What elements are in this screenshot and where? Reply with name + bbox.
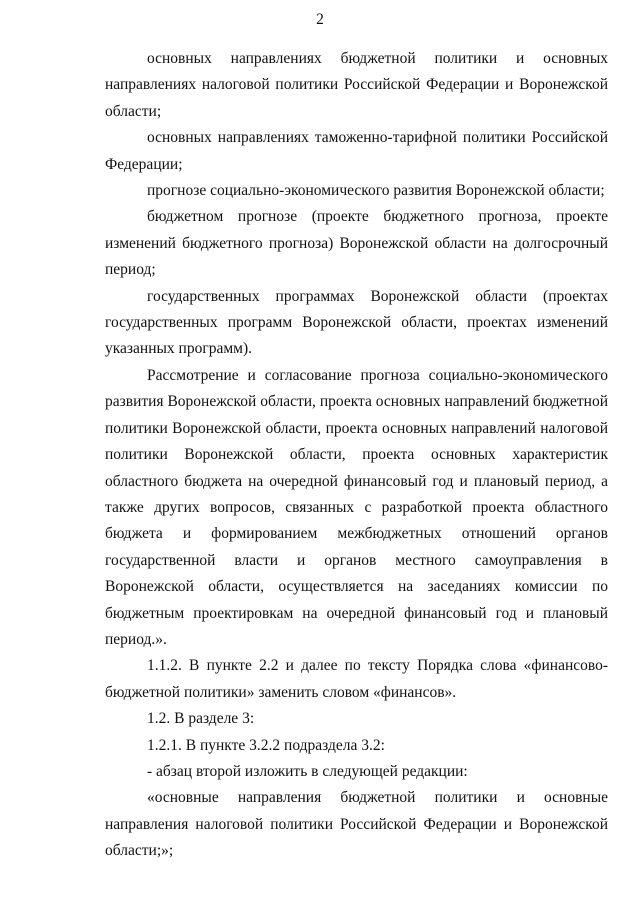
- paragraph-item-1-1-2: 1.1.2. В пункте 2.2 и далее по тексту Порядка слова «финансово-бюджетной политики» заменить словом «финансов».: [105, 657, 608, 701]
- page-number: 2: [316, 11, 324, 28]
- paragraph-customs-tariff-directions: основных направлениях таможенно-тарифной политики Российской Федерации;: [105, 129, 608, 173]
- paragraph-new-wording: «основные направления бюджетной политики и основные направления налоговой политики Российской Федерации и Воронежской области;»;: [105, 789, 608, 860]
- paragraph-item-1-2: 1.2. В разделе 3:: [147, 710, 255, 728]
- paragraph-item-1-2-1: 1.2.1. В пункте 3.2.2 подраздела 3.2:: [147, 736, 385, 754]
- paragraph-review-and-approval: Рассмотрение и согласование прогноза социально-экономического развития Воронежской области, проекта основных направлений бюджетной политики Воронежской области, проекта основных направлений налоговой политики Воронежской области, проекта основных характеристик областного бюджета на очередной финансовый год и плановый период, а также других вопросов, связанных с разработкой проекта областного бюджета и формированием межбюджетных отношений органов государственной власти и органов местного самоуправления в Воронежской области, осуществляется на заседаниях комиссии по бюджетным проектировкам на очередной финансовый год и плановый период.».: [105, 366, 608, 648]
- paragraph-second-abzac: - абзац второй изложить в следующей редакции:: [147, 762, 468, 780]
- paragraph-budget-forecast: бюджетном прогнозе (проекте бюджетного прогноза, проекте изменений бюджетного прогноза) Воронежской области на долгосрочный период;: [105, 208, 608, 279]
- document-body: [105, 46, 608, 865]
- paragraph-budget-tax-directions: основных направлениях бюджетной политики и основных направлениях налоговой политики Российской Федерации и Воронежской области;: [105, 50, 608, 120]
- paragraph-state-programs: государственных программах Воронежской области (проектах государственных программ Воронежской области, проектах изменений указанных программ).: [105, 287, 608, 358]
- paragraph-socio-economic-forecast: прогнозе социально-экономического развития Воронежской области;: [147, 182, 605, 200]
